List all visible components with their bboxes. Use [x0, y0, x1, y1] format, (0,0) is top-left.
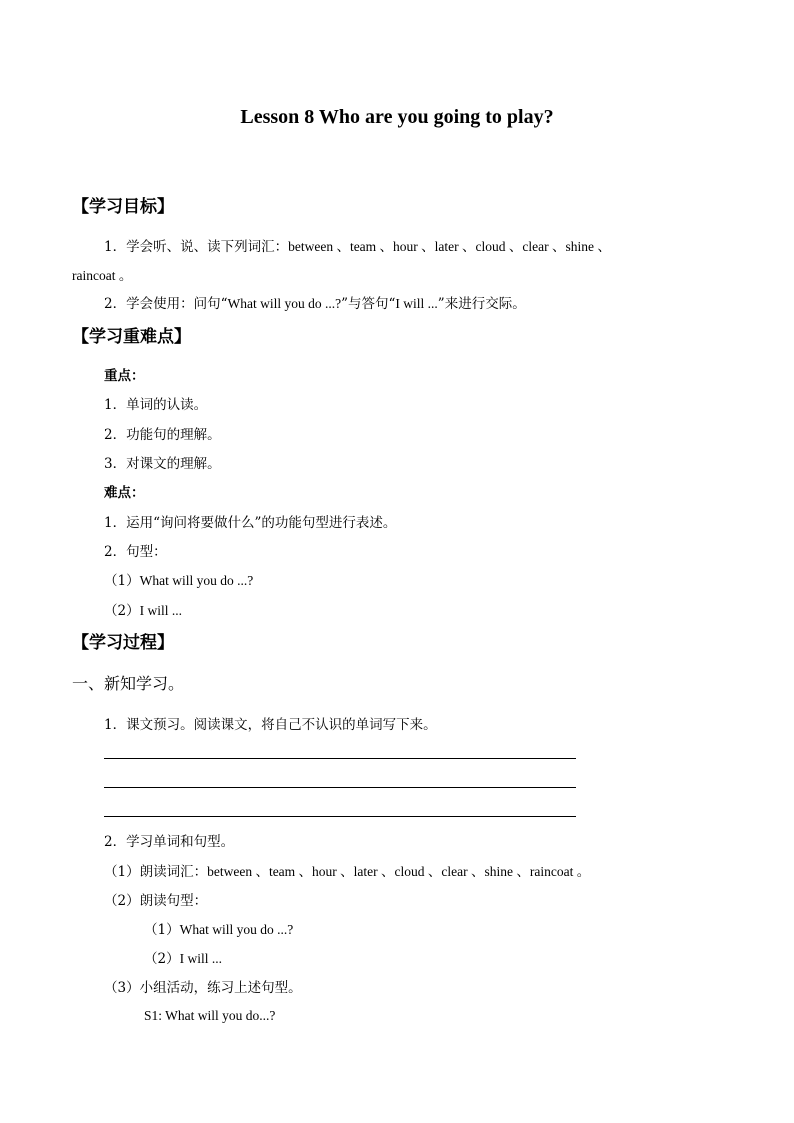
answer-line-1[interactable] — [104, 758, 576, 759]
page-title: Lesson 8 Who are you going to play? — [240, 106, 554, 128]
read-pattern-2-number: （2） — [144, 951, 180, 967]
difficulty-item-1: 1．运用“询问将要做什么”的功能句型进行表述。 — [104, 515, 397, 531]
difficulty-label: 难点： — [104, 485, 145, 501]
pattern-1-text: What will you do ...? — [139, 573, 254, 588]
step-1: 1．课文预习。阅读课文，将自己不认识的单词写下来。 — [104, 717, 437, 733]
objective-item-1-prefix: 1．学会听、说、读下列词汇： — [104, 239, 289, 255]
objectives-heading: 【学习目标】 — [72, 197, 174, 217]
difficulty-item-2: 2．句型： — [104, 544, 167, 560]
objective-item-2-prefix: 2．学会使用：问句“ — [104, 296, 228, 312]
read-pattern-2-text: I will ... — [179, 951, 222, 966]
objective-item-2-answer: I will ... — [395, 296, 438, 311]
read-words-prefix: （1）朗读词汇： — [104, 864, 208, 880]
section-new-learning: 一、新知学习。 — [72, 674, 185, 693]
pattern-2 — [104, 599, 182, 619]
read-patterns: （2）朗读句型： — [104, 893, 208, 909]
read-pattern-1-number: （1） — [144, 922, 180, 938]
pattern-1 — [104, 569, 253, 589]
key-points-heading: 【学习重难点】 — [72, 327, 191, 347]
read-pattern-2 — [144, 947, 222, 967]
objective-item-1 — [104, 235, 611, 255]
focus-item-2: 2．功能句的理解。 — [104, 427, 221, 443]
objective-item-1-words: between 、team 、hour 、later 、cloud 、clear 、shine 、 — [288, 239, 611, 254]
read-words-list: between 、team 、hour 、later 、cloud 、clear 、shine 、raincoat 。 — [207, 864, 591, 879]
read-pattern-1 — [144, 918, 293, 938]
pattern-2-number: （2） — [104, 603, 140, 619]
objective-item-1-continued: raincoat 。 — [72, 268, 133, 283]
step-2: 2．学习单词和句型。 — [104, 834, 235, 850]
objective-item-2-suffix: ”来进行交际。 — [437, 296, 526, 312]
objective-item-2 — [104, 292, 526, 312]
dialog-s1: S1: What will you do...? — [144, 1008, 276, 1023]
pattern-2-text: I will ... — [139, 603, 182, 618]
group-activity: （3）小组活动，练习上述句型。 — [104, 980, 302, 996]
answer-line-3[interactable] — [104, 816, 576, 817]
read-words — [104, 860, 590, 880]
focus-label: 重点： — [104, 368, 145, 384]
process-heading: 【学习过程】 — [72, 633, 174, 653]
answer-line-2[interactable] — [104, 787, 576, 788]
focus-item-1: 1．单词的认读。 — [104, 397, 208, 413]
focus-item-3: 3．对课文的理解。 — [104, 456, 221, 472]
pattern-1-number: （1） — [104, 573, 140, 589]
objective-item-2-question: What will you do ...? — [227, 296, 342, 311]
objective-item-2-mid: ”与答句“ — [341, 296, 396, 312]
read-pattern-1-text: What will you do ...? — [179, 922, 294, 937]
